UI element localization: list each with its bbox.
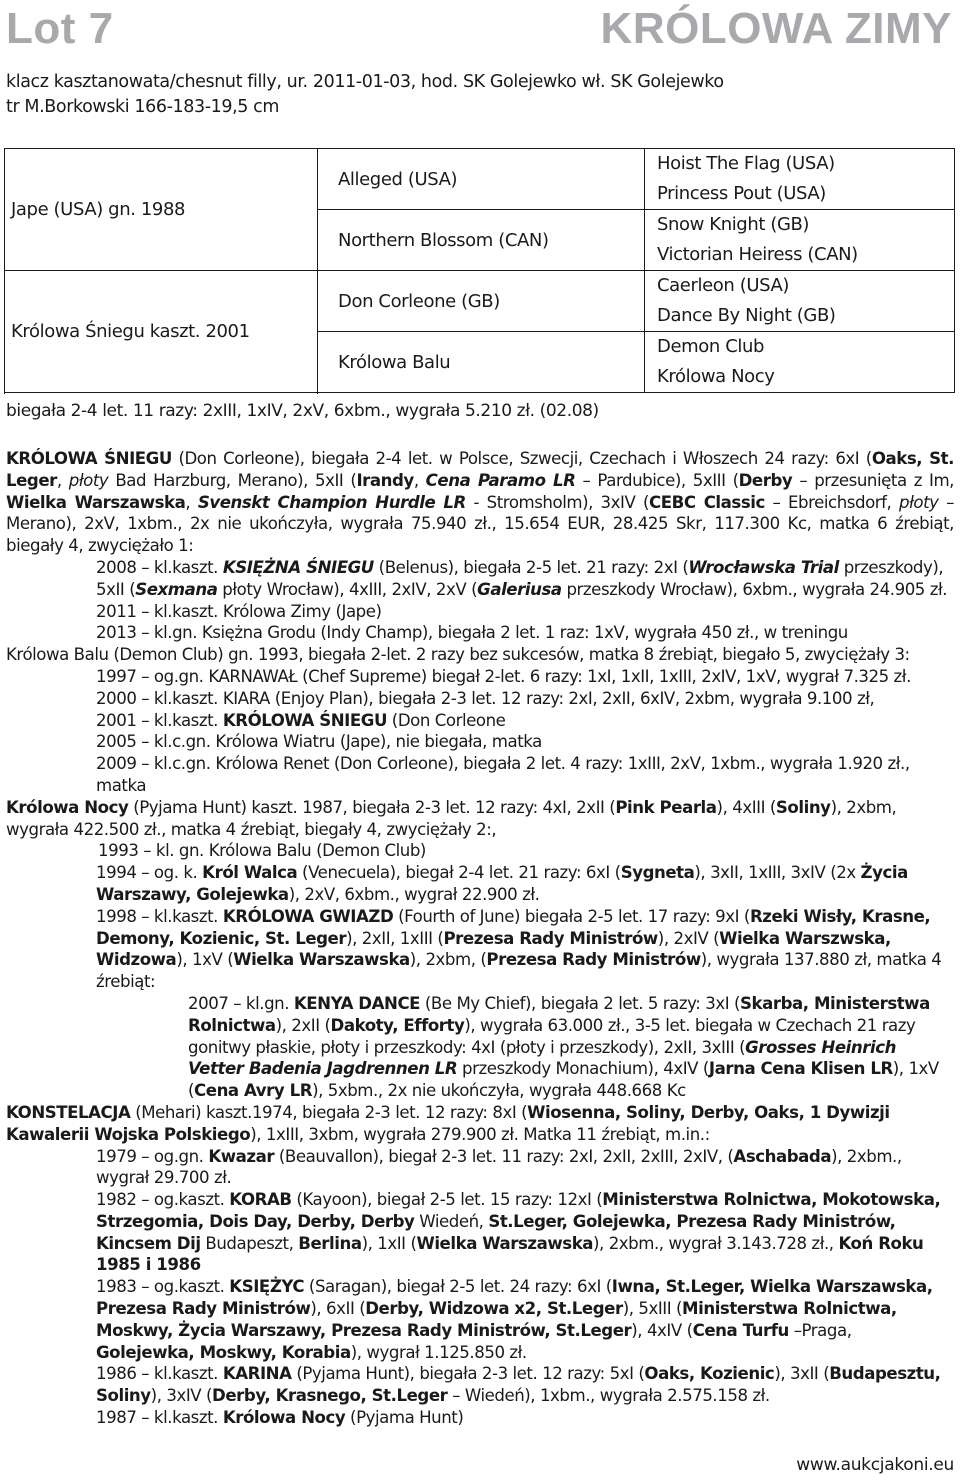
granddam-paragraph: Królowa Balu (Demon Club) gn. 1993, biegała 2-let. 2 razy bez sukcesów, matka 8 źrebiąt, biegało 5, zwyciężały 3:: [6, 645, 910, 665]
description-line-2: tr M.Borkowski 166-183-19,5 cm: [6, 97, 280, 117]
horse-description: [6, 70, 946, 120]
pedigree-g3-pair: [645, 332, 955, 393]
list-item: 1998 – kl.kaszt. KRÓLOWA GWIAZD (Fourth of June) biegała 2-5 let. 17 razy: 9xI (Rzeki Wisły, Krasne, Demony, Kozienic, St. Leger), 2xII, 1xIII (Prezesa Rady Ministrów), 2xIV (Wielka Warszwska, Widzowa), 1xV (Wielka Warszawska), 2xbm, (Prezesa Rady Ministrów), wygrała 137.880 zł, matka 4 źrebiąt:: [96, 906, 942, 992]
family-history: [6, 448, 954, 1429]
pedigree-table: [4, 148, 955, 393]
list-item: 1983 – og.kaszt. KSIĘŻYC (Saragan), biegał 2-5 let. 24 razy: 6xI (Iwna, St.Leger, Wielka Warszawska, Prezesa Rady Ministrów), 6xII (Derby, Widzowa x2, St.Leger), 5xIII (Ministerstwa Rolnictwa, Moskwy, Życia Warszawy, Prezesa Rady Ministrów, St.Leger), 4xIV (Cena Turfu –Praga, Golejewka, Moskwy, Korabia), wygrał 1.125.850 zł.: [96, 1277, 933, 1362]
list-item: 1993 – kl. gn. Królowa Balu (Demon Club): [98, 841, 426, 861]
list-item: 1982 – og.kaszt. KORAB (Kayoon), biegał 2-5 let. 15 razy: 12xI (Ministerstwa Rolnictwa, Mokotowska, Strzegomia, Dois Day, Derby, Derby Wiedeń, St.Leger, Golejewka, Prezesa Rady Ministrów, Kincsem Dij Budapeszt, Berlina), 1xII (Wielka Warszawska), 2xbm., wygrał 3.143.728 zł., Koń Roku 1985 i 1986: [96, 1190, 941, 1275]
konstelacja-paragraph: KONSTELACJA (Mehari) kaszt.1974, biegała 2-3 let. 12 razy: 8xI (Wiosenna, Soliny, Derby, Oaks, 1 Dywizji Kawalerii Wojska Polskiego), 1xIII, 3xbm, wygrała 279.900 zł. Matka 11 źrebiąt, m.in.:: [6, 1102, 890, 1144]
list-item: 2009 – kl.c.gn. Królowa Renet (Don Corleone), biegała 2 let. 4 razy: 1xIII, 2xV, 1xbm., wygrała 1.920 zł., matka: [96, 754, 910, 795]
list-item: 2007 – kl.gn. KENYA DANCE (Be My Chief), biegała 2 let. 5 razy: 3xI (Skarba, Ministerstwa Rolnictwa), 2xII (Dakoty, Efforty), wygrała 63.000 zł., 3-5 let. biegała w Czechach 21 razy gonitwy płaskie, płoty i przeszkody: 4xI (płoty i przeszkody), 2xII, 3xIII (Grosses Heinrich Vetter Badenia Jagdrennen LR przeszkody Monachium), 4xIV (Jarna Cena Klisen LR), 1xV (Cena Avry LR), 5xbm., 2x nie ukończyła, wygrała 448.668 Kc: [188, 993, 939, 1101]
pedigree-dam-dam: Królowa Balu: [318, 332, 645, 393]
pedigree-g3-pair: [645, 149, 955, 210]
race-record: biegała 2-4 let. 11 razy: 2xIII, 1xIV, 2xV, 6xbm., wygrała 5.210 zł. (02.08): [6, 401, 599, 421]
pedigree-g3-pair: [645, 271, 955, 332]
list-item: 2011 – kl.kaszt. Królowa Zimy (Jape): [96, 601, 382, 621]
great-granddam-paragraph: Królowa Nocy (Pyjama Hunt) kaszt. 1987, biegała 2-3 let. 12 razy: 4xI, 2xII (Pink Pearla), 4xIII (Soliny), 2xbm, wygrała 422.500 zł., matka 4 źrebiąt, biegały 4, zwyciężały 2:,: [6, 797, 897, 839]
pedigree-g3-item: Dance By Night (GB): [657, 305, 836, 326]
list-item: 1994 – og. k. Król Walca (Venecuela), biegał 2-4 let. 21 razy: 6xI (Sygneta), 3xII, 1xIII, 3xIV (2x Życia Warszawy, Golejewka), 2xV, 6xbm., wygrał 22.900 zł.: [96, 863, 908, 904]
list-item: 2001 – kl.kaszt. KRÓLOWA ŚNIEGU (Don Corleone: [96, 710, 506, 730]
pedigree-g3-item: Królowa Nocy: [657, 366, 775, 387]
pedigree-g3-item: Demon Club: [657, 336, 765, 357]
dam-paragraph: KRÓLOWA ŚNIEGU (Don Corleone), biegała 2-4 let. w Polsce, Szwecji, Czechach i Włoszech 24 razy: 6xI (Oaks, St. Leger, płoty Bad Harzburg, Merano), 5xII (Irandy, Cena Paramo LR – Pardubice), 5xIII (Derby – przesunięta z Im, Wielka Warszawska, Svenskt Champion Hurdle LR - Stromsholm), 3xIV (CEBC Classic – Ebreichsdorf, płoty – Merano), 2xV, 1xbm., 2x nie ukończyła, wygrała 75.940 zł., 15.654 EUR, 28.425 Skr, 117.300 Kc, matka 6 źrebiąt, biegały 4, zwyciężało 1:: [6, 449, 955, 556]
description-line-1: klacz kasztanowata/chesnut filly, ur. 2011-01-03, hod. SK Golejewko wł. SK Golejewko: [6, 72, 724, 92]
horse-name: KRÓLOWA ZIMY: [600, 4, 952, 53]
list-item: 1986 – kl.kaszt. KARINA (Pyjama Hunt), biegała 2-3 let. 12 razy: 5xI (Oaks, Kozienic), 3xII (Budapesztu, Soliny), 3xIV (Derby, Krasnego, St.Leger – Wiedeń), 1xbm., wygrała 2.575.158 zł.: [96, 1364, 941, 1406]
footer-url[interactable]: www.aukcjakoni.eu: [796, 1455, 954, 1475]
pedigree-dam-sire: Don Corleone (GB): [318, 271, 645, 332]
pedigree-g3-item: Princess Pout (USA): [657, 183, 826, 204]
list-item: 1987 – kl.kaszt. Królowa Nocy (Pyjama Hunt): [96, 1408, 464, 1428]
pedigree-dam: Królowa Śniegu kaszt. 2001: [5, 271, 318, 393]
pedigree-g3-item: Snow Knight (GB): [657, 214, 810, 235]
list-item: 2013 – kl.gn. Księżna Grodu (Indy Champ), biegała 2 let. 1 raz: 1xV, wygrała 450 zł., w treningu: [96, 623, 848, 643]
list-item: 2008 – kl.kaszt. KSIĘŻNA ŚNIEGU (Belenus), biegała 2-5 let. 21 razy: 2xI (Wrocławska Trial przeszkody), 5xII (Sexmana płoty Wrocław), 4xIII, 2xIV, 2xV (Galeriusa przeszkody Wrocław), 6xbm., wygrała 24.905 zł.: [96, 557, 948, 599]
pedigree-g3-item: Caerleon (USA): [657, 275, 789, 296]
list-item: 1979 – og.gn. Kwazar (Beauvallon), biegał 2-3 let. 11 razy: 2xI, 2xII, 2xIII, 2xIV, (Aschabada), 2xbm., wygrał 29.700 zł.: [96, 1146, 902, 1188]
pedigree-g3-pair: [645, 210, 955, 271]
lot-number: Lot 7: [6, 4, 114, 53]
pedigree-sire-dam: Northern Blossom (CAN): [318, 210, 645, 271]
list-item: 2000 – kl.kaszt. KIARA (Enjoy Plan), biegała 2-3 let. 12 razy: 2xI, 2xII, 6xIV, 2xbm, wygrała 9.100 zł,: [96, 688, 875, 708]
pedigree-g3-item: Hoist The Flag (USA): [657, 153, 835, 174]
pedigree-g3-item: Victorian Heiress (CAN): [657, 244, 858, 265]
pedigree-sire: Jape (USA) gn. 1988: [5, 149, 318, 271]
list-item: 1997 – og.gn. KARNAWAŁ (Chef Supreme) biegał 2-let. 6 razy: 1xI, 1xII, 1xIII, 2xIV, 1xV, wygrał 7.325 zł.: [96, 666, 911, 686]
list-item: 2005 – kl.c.gn. Królowa Wiatru (Jape), nie biegała, matka: [96, 732, 542, 752]
pedigree-sire-sire: Alleged (USA): [318, 149, 645, 210]
